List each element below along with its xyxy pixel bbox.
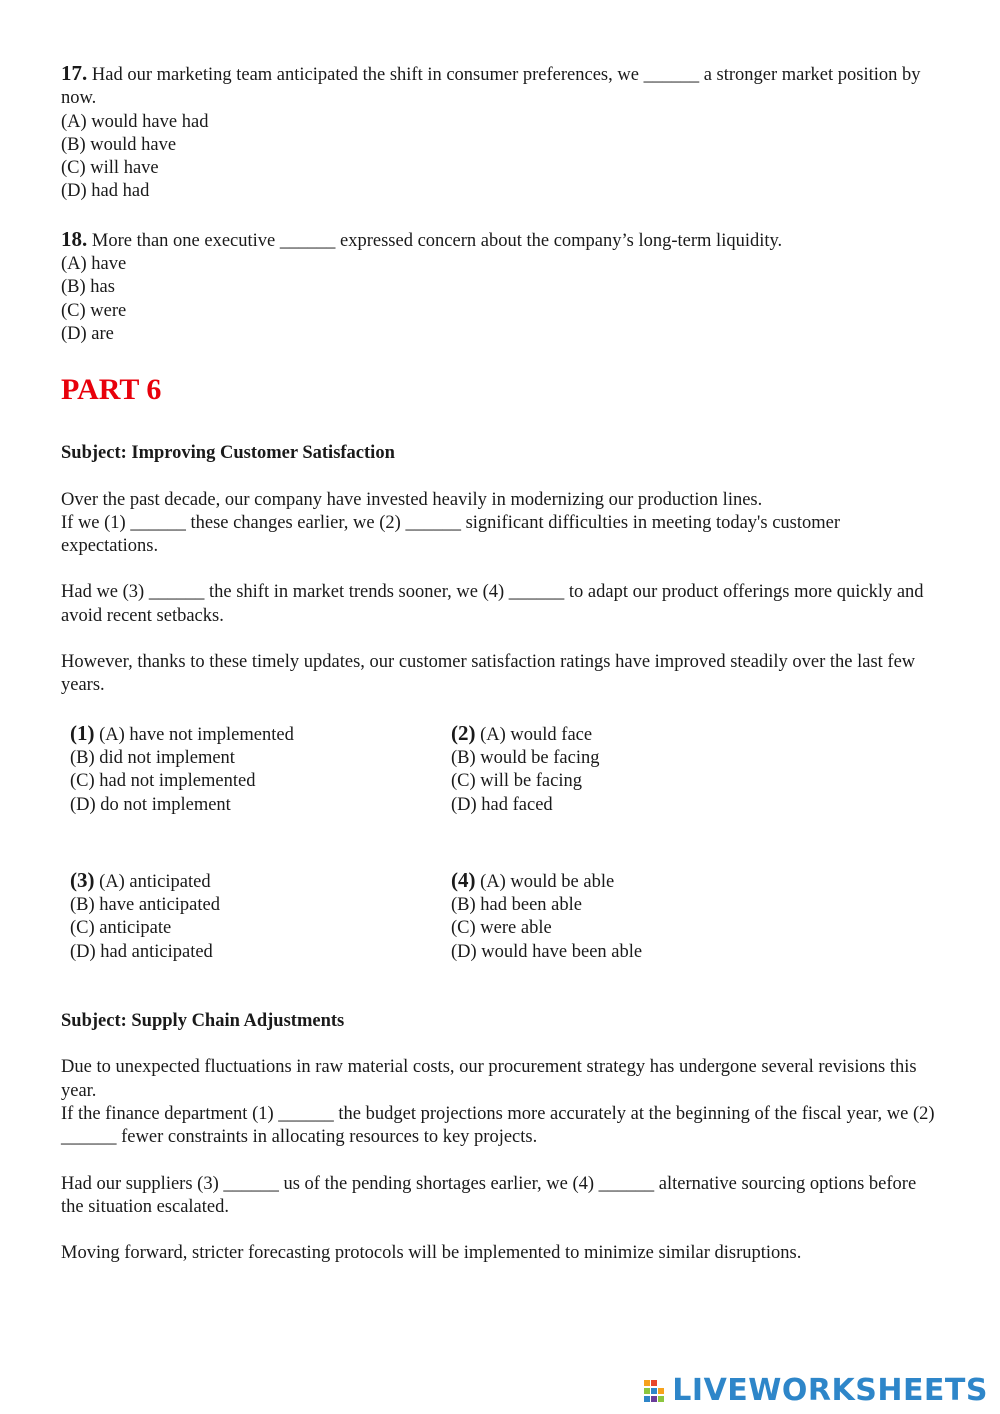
part-title: PART 6: [61, 373, 162, 407]
answer-option[interactable]: (D) had anticipated: [70, 941, 213, 962]
answer-option[interactable]: (B) would be facing: [451, 747, 600, 768]
question-number: 17.: [61, 61, 88, 85]
answer-option[interactable]: (A) would face: [480, 724, 593, 745]
passage-1-subject: Subject: Improving Customer Satisfaction: [61, 443, 395, 464]
blank-number: (2): [451, 720, 476, 745]
blank-number: (4): [451, 867, 476, 892]
answer-option[interactable]: (C) were able: [451, 918, 552, 939]
passage-1-paragraph-2: Had we (3) ______ the shift in market trends sooner, we (4) ______ to adapt our product offerings more quickly and avoid recent setbacks.: [61, 582, 924, 626]
blank-number: (1): [70, 720, 95, 745]
passage-2-paragraph-3: Moving forward, stricter forecasting protocols will be implemented to minimize similar disruptions.: [61, 1243, 802, 1264]
blank-choices-1-2: [70, 722, 941, 817]
answer-option[interactable]: (C) anticipate: [70, 918, 172, 939]
paragraph-line: If we (1) ______ these changes earlier, we (2) ______ significant difficulties in meeting today's customer expectations.: [61, 512, 841, 557]
answer-option[interactable]: (C) had not implemented: [70, 771, 256, 792]
passage-2-subject: Subject: Supply Chain Adjustments: [61, 1011, 345, 1032]
blank-choice-group-1: [70, 722, 451, 817]
blank-choice-group-2: [451, 722, 851, 817]
paragraph-line: Over the past decade, our company have invested heavily in modernizing our production lines.: [61, 489, 763, 510]
liveworksheets-logo-icon: [644, 1378, 666, 1404]
blank-choice-group-3: [70, 869, 451, 964]
answer-option[interactable]: (A) would have had: [61, 111, 209, 132]
question-text: More than one executive ______ expressed concern about the company’s long-term liquidity.: [91, 230, 783, 251]
passage-2-paragraph-2: Had our suppliers (3) ______ us of the pending shortages earlier, we (4) ______ alternative sourcing options before the situation escalated.: [61, 1173, 917, 1217]
blank-choices-3-4: [70, 869, 941, 964]
liveworksheets-logo: [644, 1374, 988, 1408]
passage-1-paragraph-3: However, thanks to these timely updates, our customer satisfaction ratings have improved steadily over the last few years.: [61, 652, 916, 696]
answer-option[interactable]: (D) had had: [61, 181, 150, 202]
question-text: Had our marketing team anticipated the shift in consumer preferences, we ______ a stronger market position by now.: [61, 65, 921, 109]
passage-1-paragraph-1: [61, 489, 941, 559]
answer-option[interactable]: (A) have not implemented: [99, 724, 294, 745]
paragraph-line: Due to unexpected fluctuations in raw material costs, our procurement strategy has undergone several revisions this year.: [61, 1057, 917, 1101]
answer-option[interactable]: (B) would have: [61, 134, 177, 155]
logo-wordmark: LIVEWORKSHEETS: [672, 1373, 988, 1408]
worksheet-page: [61, 62, 941, 1265]
question-stem: [61, 62, 941, 111]
answer-option[interactable]: (D) are: [61, 323, 114, 344]
answer-option[interactable]: (D) would have been able: [451, 941, 643, 962]
answer-option[interactable]: (A) anticipated: [99, 871, 211, 892]
answer-option[interactable]: (D) do not implement: [70, 794, 231, 815]
passage-2-paragraph-1: [61, 1056, 941, 1149]
answer-option[interactable]: (B) had been able: [451, 895, 582, 916]
answer-option[interactable]: (B) did not implement: [70, 747, 235, 768]
question-number: 18.: [61, 226, 88, 251]
blank-choice-group-4: [451, 869, 851, 964]
answer-option[interactable]: (B) have anticipated: [70, 895, 220, 916]
question-17: [61, 62, 941, 204]
answer-option[interactable]: (C) were: [61, 300, 127, 321]
question-18: [61, 228, 941, 346]
answer-option[interactable]: (B) has: [61, 277, 115, 298]
answer-option[interactable]: (A) have: [61, 254, 127, 275]
blank-number: (3): [70, 867, 95, 892]
paragraph-line: If the finance department (1) ______ the budget projections more accurately at the beginning of the fiscal year, we (2) ______ fewer constraints in allocating resources to key projects.: [61, 1103, 935, 1148]
question-stem: [61, 228, 941, 253]
answer-option[interactable]: (C) will have: [61, 158, 159, 179]
answer-option[interactable]: (A) would be able: [480, 871, 615, 892]
answer-option[interactable]: (C) will be facing: [451, 771, 582, 792]
answer-option[interactable]: (D) had faced: [451, 794, 553, 815]
